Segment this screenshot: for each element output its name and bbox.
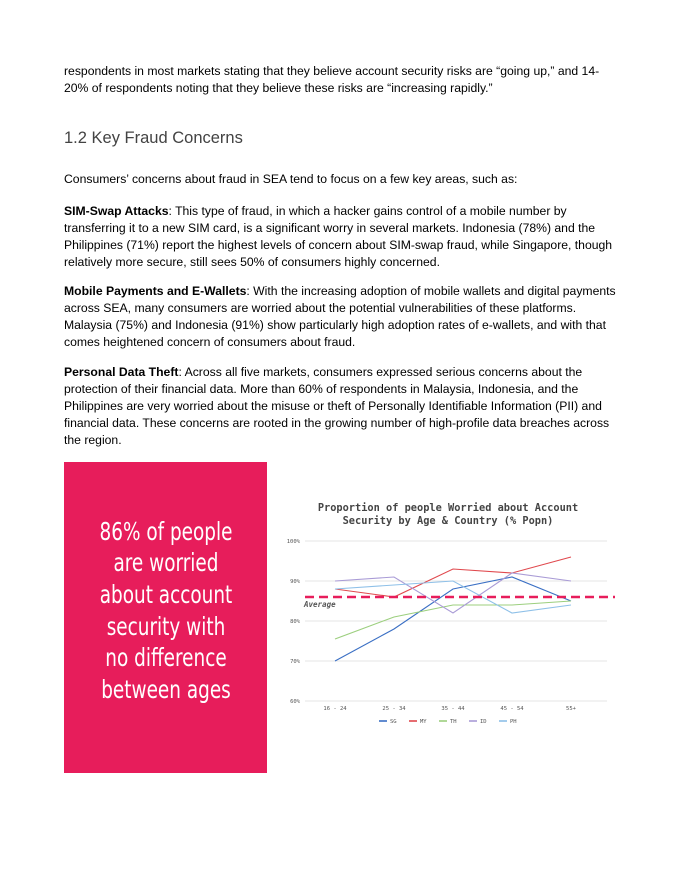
series-line-sg (335, 577, 571, 661)
y-tick-label: 70% (290, 659, 300, 665)
y-tick-label: 60% (290, 699, 300, 705)
concern-title: SIM-Swap Attacks (64, 204, 169, 218)
concern-e-wallets (64, 283, 620, 351)
legend-label-sg: SG (390, 719, 397, 725)
series-line-th (335, 601, 571, 639)
x-tick-label: 16 - 24 (323, 706, 347, 712)
stat-banner-text: 86% of people are worried about account security with no difference between ages (98, 516, 232, 704)
concern-title: Mobile Payments and E-Wallets (64, 284, 247, 298)
x-tick-label: 45 - 54 (500, 706, 524, 712)
series-line-id (335, 573, 571, 613)
chart-title-line-2: Security by Age & Country (% Popn) (342, 515, 554, 527)
line-chart (267, 462, 616, 773)
y-tick-label: 80% (290, 619, 300, 625)
x-tick-label: 55+ (566, 706, 576, 712)
series-line-my (335, 557, 571, 597)
legend-label-ph: PH (510, 719, 517, 725)
chart-panel (267, 462, 616, 773)
y-tick-label: 100% (286, 539, 300, 545)
x-tick-label: 35 - 44 (441, 706, 465, 712)
lead-paragraph: Consumers’ concerns about fraud in SEA tend to focus on a few key areas, such as: (64, 172, 518, 186)
x-tick-label: 25 - 34 (382, 706, 406, 712)
section-heading: 1.2 Key Fraud Concerns (64, 129, 243, 147)
concern-text: : Across all five markets, consumers expressed serious concerns about the protection of their financial data. More than 60% of respondents in Malaysia, Indonesia, and the Philippines are very worried about the misuse or theft of Personally Identifiable Information (PII) and financial data. These concerns are rooted in the growing number of high-profile data breaches across the region. (64, 365, 610, 447)
chart-title-line-1: Proportion of people Worried about Account (317, 502, 579, 514)
legend-label-my: MY (420, 719, 427, 725)
concern-text: : With the increasing adoption of mobile wallets and digital payments across SEA, many consumers are worried about the potential vulnerabilities of these platforms. Malaysia (75%) and Indonesia (91%) show particularly high adoption rates of e-wallets, and with that comes heightened concern of consumers about fraud. (64, 284, 616, 349)
legend-label-th: TH (450, 719, 457, 725)
stat-banner (64, 462, 267, 773)
concern-sim-swap (64, 203, 620, 271)
y-tick-label: 90% (290, 579, 300, 585)
concern-text: : This type of fraud, in which a hacker gains control of a mobile number by transferring it to a new SIM card, is a significant worry in several markets. Indonesia (78%) and the Philippines (71%) report the highest levels of concern about SIM-swap fraud, while Singapore, though relatively more secure, still sees 50% of consumers highly concerned. (64, 204, 613, 269)
average-label: Average (304, 600, 336, 609)
concern-title: Personal Data Theft (64, 365, 179, 379)
legend-label-id: ID (480, 719, 487, 725)
concern-data-theft (64, 364, 620, 449)
intro-paragraph: respondents in most markets stating that they believe account security risks are “going up,” and 14-20% of respondents noting that they believe these risks are “increasing rapidly.” (64, 64, 600, 95)
